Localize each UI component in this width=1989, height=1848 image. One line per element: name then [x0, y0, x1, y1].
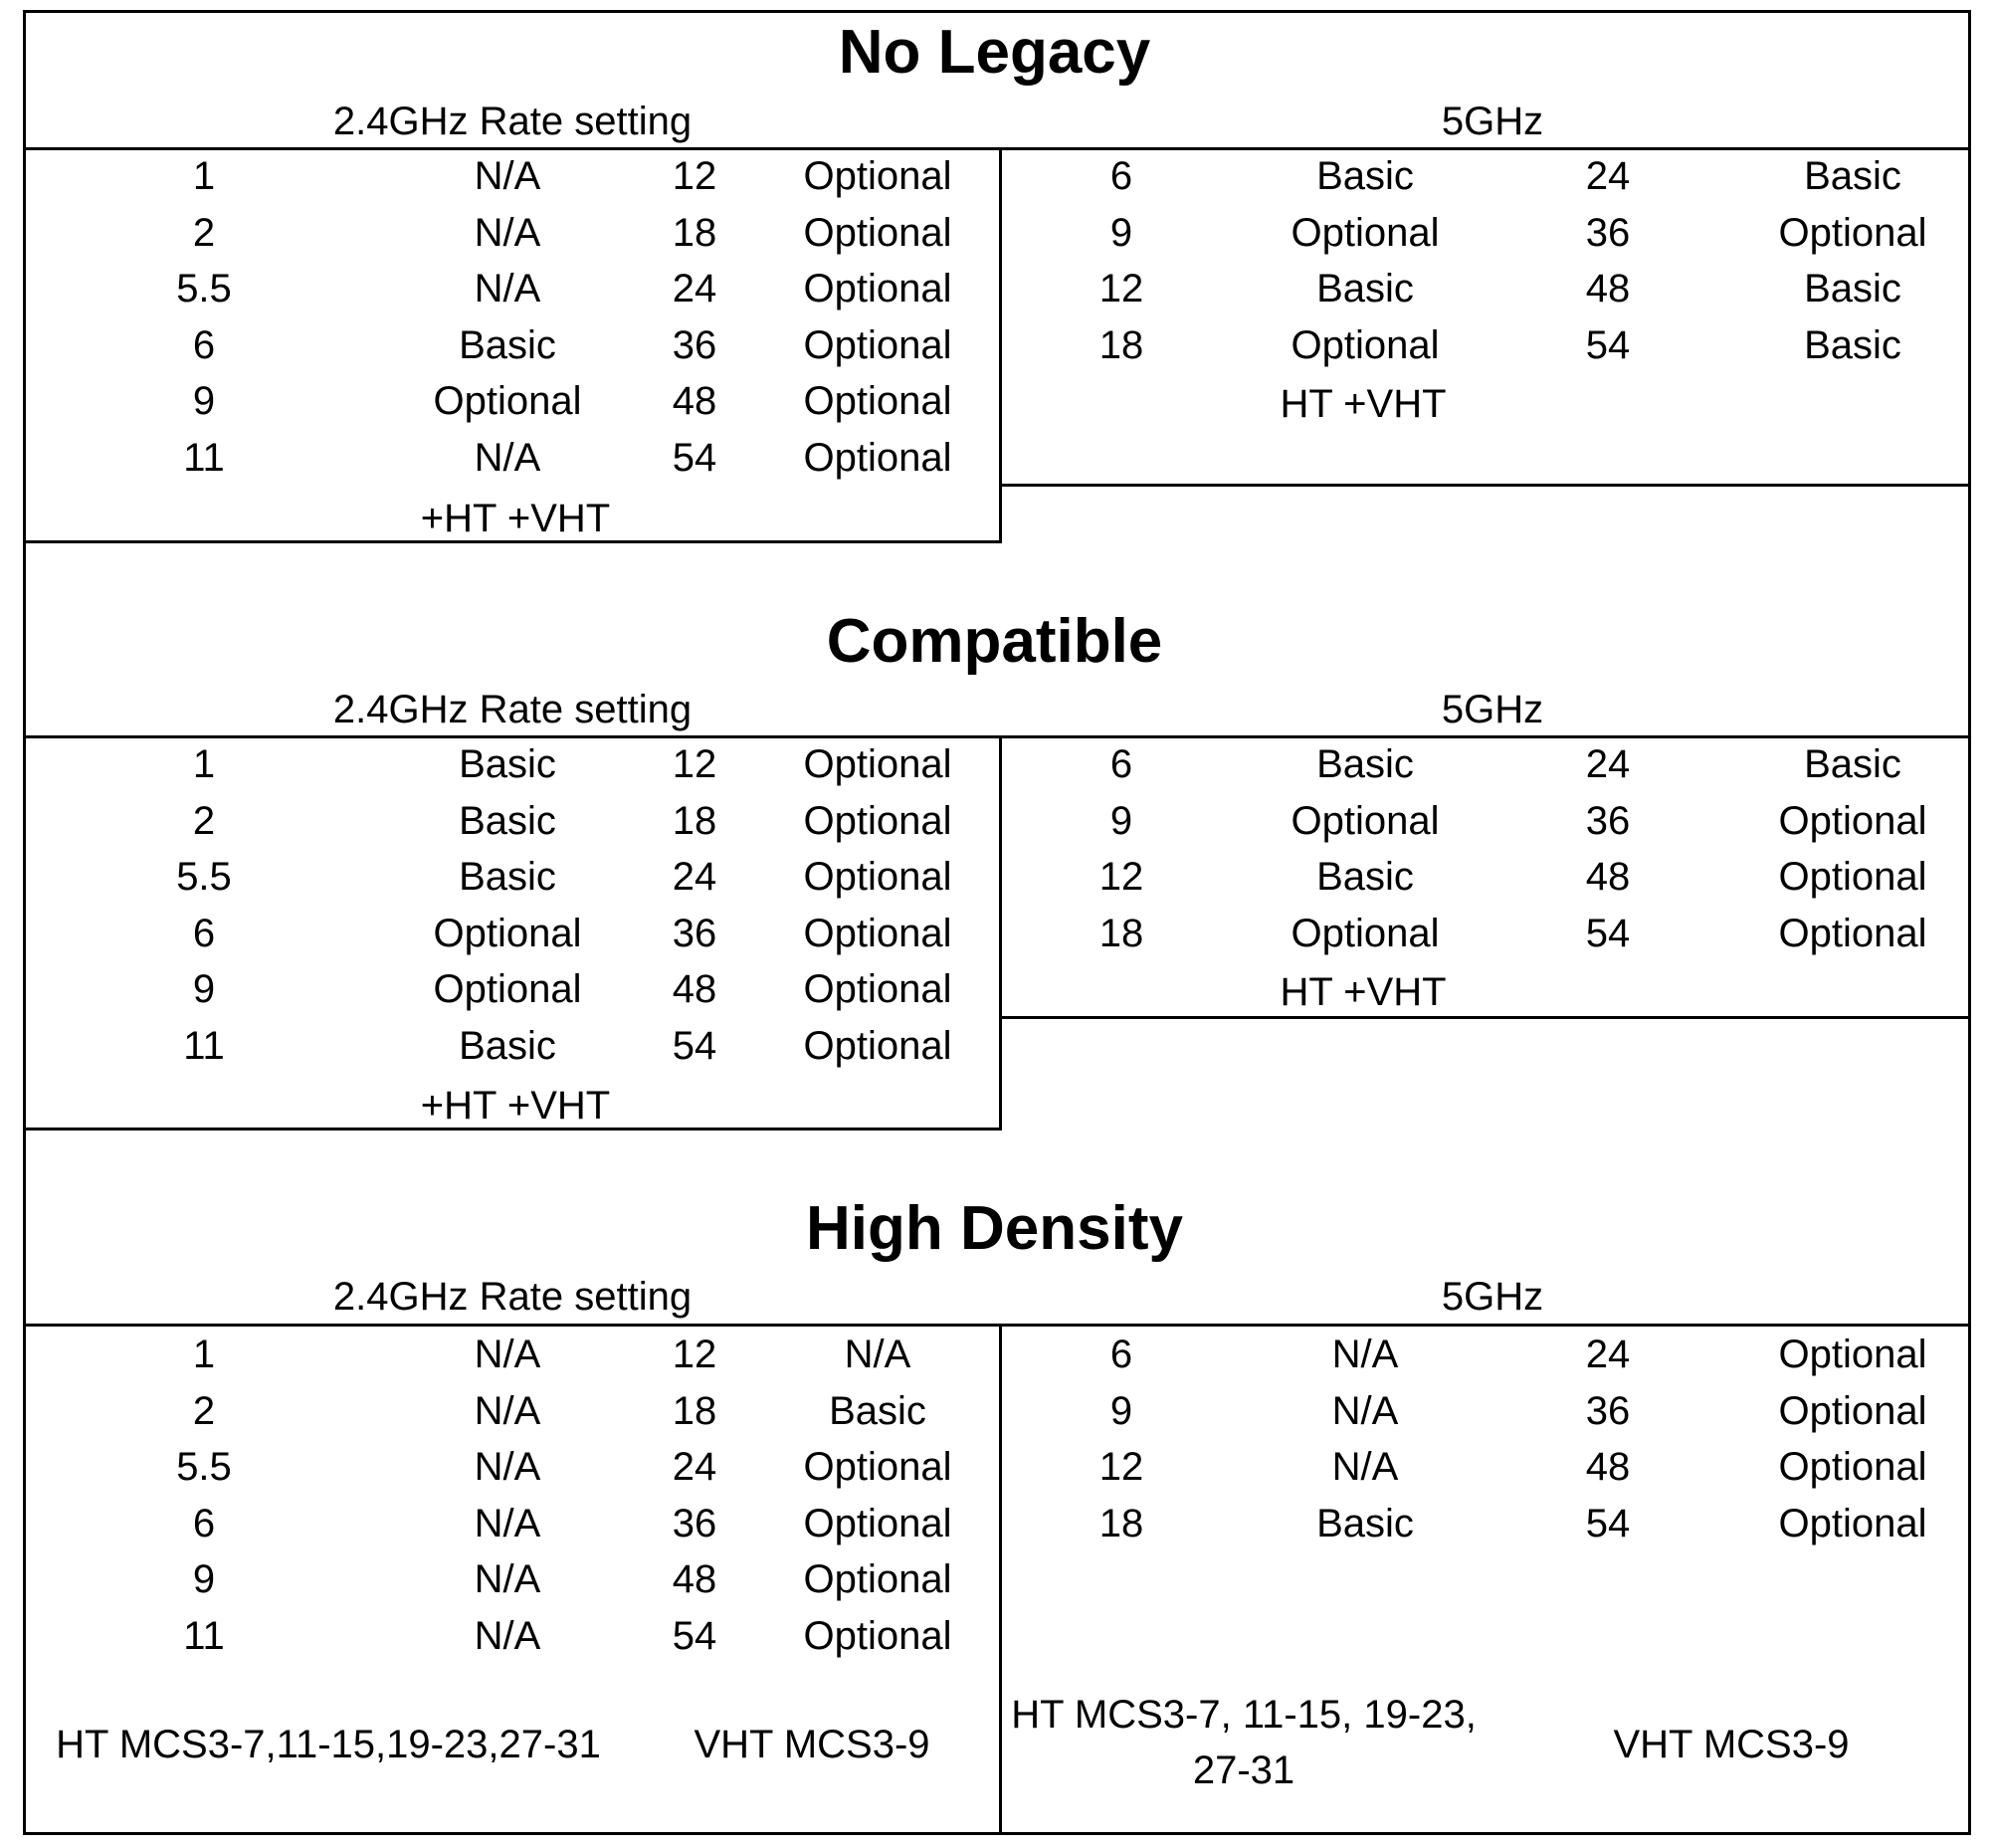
rate-cell: 12 [672, 1333, 717, 1376]
rate-cell: 6 [1109, 154, 1133, 198]
rate-cell: 6 [1109, 742, 1133, 786]
rate-cell: 5.5 [176, 1445, 232, 1490]
rate-cell: 9 [192, 379, 216, 424]
setting-cell: Optional [1778, 911, 1927, 955]
rate-cell: 48 [672, 379, 717, 424]
rate-cell: 12 [672, 742, 717, 786]
rate-cell: 6 [192, 1501, 216, 1545]
setting-cell: N/A [474, 267, 541, 311]
setting-cell: Optional [803, 436, 952, 480]
setting-cell: Optional [1778, 1333, 1927, 1376]
setting-cell: N/A [1331, 1388, 1399, 1433]
band-5-ht-note-line2: 27-31 [1192, 1748, 1295, 1792]
setting-cell: N/A [474, 436, 541, 480]
rate-cell: 48 [672, 967, 717, 1012]
rate-cell: 48 [1585, 1445, 1631, 1490]
setting-cell: Optional [433, 379, 582, 424]
setting-cell: Basic [1316, 742, 1414, 786]
divider [999, 484, 1971, 487]
rate-cell: 24 [672, 1445, 717, 1490]
setting-cell: Basic [1316, 267, 1414, 311]
setting-cell: Optional [1291, 322, 1440, 367]
setting-cell: Optional [1291, 798, 1440, 843]
setting-cell: Basic [1316, 855, 1414, 900]
rate-cell: 24 [672, 855, 717, 900]
band-24-vht-note: VHT MCS3-9 [694, 1723, 930, 1766]
setting-cell: Basic [1804, 322, 1901, 367]
band-5-label: 5GHz [1441, 1275, 1544, 1319]
rate-cell: 9 [1109, 1388, 1133, 1433]
setting-cell: Optional [1778, 798, 1927, 843]
setting-cell: N/A [1331, 1333, 1399, 1376]
rate-cell: 18 [672, 798, 717, 843]
rate-cell: 9 [192, 1557, 216, 1602]
rate-cell: 48 [672, 1557, 717, 1602]
setting-cell: Optional [803, 1024, 952, 1068]
rate-cell: 9 [1109, 210, 1133, 255]
rate-cell: 18 [1098, 911, 1144, 955]
setting-cell: N/A [474, 1445, 541, 1490]
setting-cell: Optional [1778, 210, 1927, 255]
rate-cell: 24 [1585, 742, 1631, 786]
rate-cell: 1 [192, 1333, 216, 1376]
rate-cell: 24 [672, 267, 717, 311]
band-5-vht-note: VHT MCS3-9 [1613, 1723, 1850, 1766]
setting-cell: Basic [1804, 267, 1901, 311]
setting-cell: Optional [803, 911, 952, 955]
rate-cell: 54 [1585, 1501, 1631, 1545]
setting-cell: Basic [829, 1388, 926, 1433]
rate-cell: 1 [192, 742, 216, 786]
setting-cell: Basic [1804, 154, 1901, 198]
rate-cell: 48 [1585, 267, 1631, 311]
rate-cell: 54 [1585, 322, 1631, 367]
rate-cell: 2 [192, 210, 216, 255]
rate-cell: 18 [672, 210, 717, 255]
setting-cell: Optional [1778, 1501, 1927, 1545]
divider [23, 1324, 1971, 1327]
rate-cell: 12 [1098, 1445, 1144, 1490]
setting-cell: Optional [1778, 1445, 1927, 1490]
rate-cell: 1 [192, 154, 216, 198]
rate-cell: 9 [192, 967, 216, 1012]
divider [23, 147, 1971, 150]
setting-cell: Optional [803, 798, 952, 843]
setting-cell: Optional [803, 855, 952, 900]
rate-cell: 12 [1098, 855, 1144, 900]
setting-cell: N/A [474, 1333, 541, 1376]
setting-cell: Optional [803, 379, 952, 424]
setting-cell: Optional [433, 911, 582, 955]
setting-cell: Optional [803, 1557, 952, 1602]
band-24-label: 2.4GHz Rate setting [332, 688, 693, 731]
rate-cell: 18 [672, 1388, 717, 1433]
rate-cell: 2 [192, 798, 216, 843]
setting-cell: Optional [803, 1614, 952, 1658]
band-5-ht-note-line1: HT MCS3-7, 11-15, 19-23, [1011, 1693, 1477, 1737]
band-5-note: HT +VHT [1280, 970, 1447, 1014]
rate-cell: 11 [183, 1024, 225, 1068]
band-24-note: +HT +VHT [420, 497, 611, 540]
rate-cell: 48 [1585, 855, 1631, 900]
rate-cell: 54 [672, 436, 717, 480]
setting-cell: Optional [803, 967, 952, 1012]
setting-cell: N/A [474, 1557, 541, 1602]
setting-cell: Basic [459, 855, 556, 900]
setting-cell: Optional [803, 742, 952, 786]
rate-cell: 36 [672, 322, 717, 367]
setting-cell: Optional [1778, 1388, 1927, 1433]
setting-cell: Optional [803, 1445, 952, 1490]
setting-cell: N/A [474, 1388, 541, 1433]
rate-cell: 54 [672, 1024, 717, 1068]
setting-cell: Basic [1804, 742, 1901, 786]
band-5-note: HT +VHT [1280, 382, 1447, 426]
setting-cell: N/A [474, 210, 541, 255]
setting-cell: N/A [474, 1501, 541, 1545]
band-24-ht-note: HT MCS3-7,11-15,19-23,27-31 [56, 1723, 601, 1766]
rate-cell: 36 [672, 1501, 717, 1545]
rate-cell: 11 [183, 436, 225, 480]
rate-cell: 11 [183, 1614, 225, 1658]
section-title-high-density: High Density [806, 1194, 1183, 1263]
setting-cell: Optional [1291, 911, 1440, 955]
band-24-note: +HT +VHT [420, 1084, 611, 1128]
rate-cell: 36 [1585, 210, 1631, 255]
rate-cell: 18 [1098, 322, 1144, 367]
rate-cell: 36 [1585, 798, 1631, 843]
setting-cell: Basic [459, 798, 556, 843]
setting-cell: N/A [474, 1614, 541, 1658]
rate-cell: 24 [1585, 1333, 1631, 1376]
band-24-label: 2.4GHz Rate setting [332, 100, 693, 143]
setting-cell: Optional [433, 967, 582, 1012]
rate-cell: 12 [672, 154, 717, 198]
setting-cell: Basic [1316, 1501, 1414, 1545]
rate-cell: 24 [1585, 154, 1631, 198]
setting-cell: N/A [474, 154, 541, 198]
rate-cell: 9 [1109, 798, 1133, 843]
band-24-label: 2.4GHz Rate setting [332, 1275, 693, 1319]
setting-cell: Optional [803, 267, 952, 311]
setting-cell: N/A [844, 1333, 911, 1376]
band-5-label: 5GHz [1441, 688, 1544, 731]
rate-cell: 6 [192, 911, 216, 955]
setting-cell: Basic [459, 322, 556, 367]
rate-cell: 2 [192, 1388, 216, 1433]
setting-cell: Optional [1291, 210, 1440, 255]
setting-cell: Optional [803, 1501, 952, 1545]
rate-cell: 5.5 [176, 855, 232, 900]
rate-cell: 18 [1098, 1501, 1144, 1545]
section-title-compatible: Compatible [826, 607, 1163, 676]
setting-cell: Optional [803, 154, 952, 198]
setting-cell: Optional [803, 322, 952, 367]
setting-cell: Optional [803, 210, 952, 255]
rate-cell: 6 [192, 322, 216, 367]
rate-cell: 6 [1109, 1333, 1133, 1376]
rate-cell: 12 [1098, 267, 1144, 311]
rate-cell: 5.5 [176, 267, 232, 311]
section-title-no-legacy: No Legacy [838, 18, 1151, 87]
rate-cell: 54 [1585, 911, 1631, 955]
setting-cell: Basic [459, 742, 556, 786]
setting-cell: Basic [1316, 154, 1414, 198]
rate-cell: 54 [672, 1614, 717, 1658]
rate-cell: 36 [1585, 1388, 1631, 1433]
setting-cell: N/A [1331, 1445, 1399, 1490]
setting-cell: Optional [1778, 855, 1927, 900]
divider [23, 735, 1971, 738]
rate-cell: 36 [672, 911, 717, 955]
band-5-label: 5GHz [1441, 100, 1544, 143]
setting-cell: Basic [459, 1024, 556, 1068]
